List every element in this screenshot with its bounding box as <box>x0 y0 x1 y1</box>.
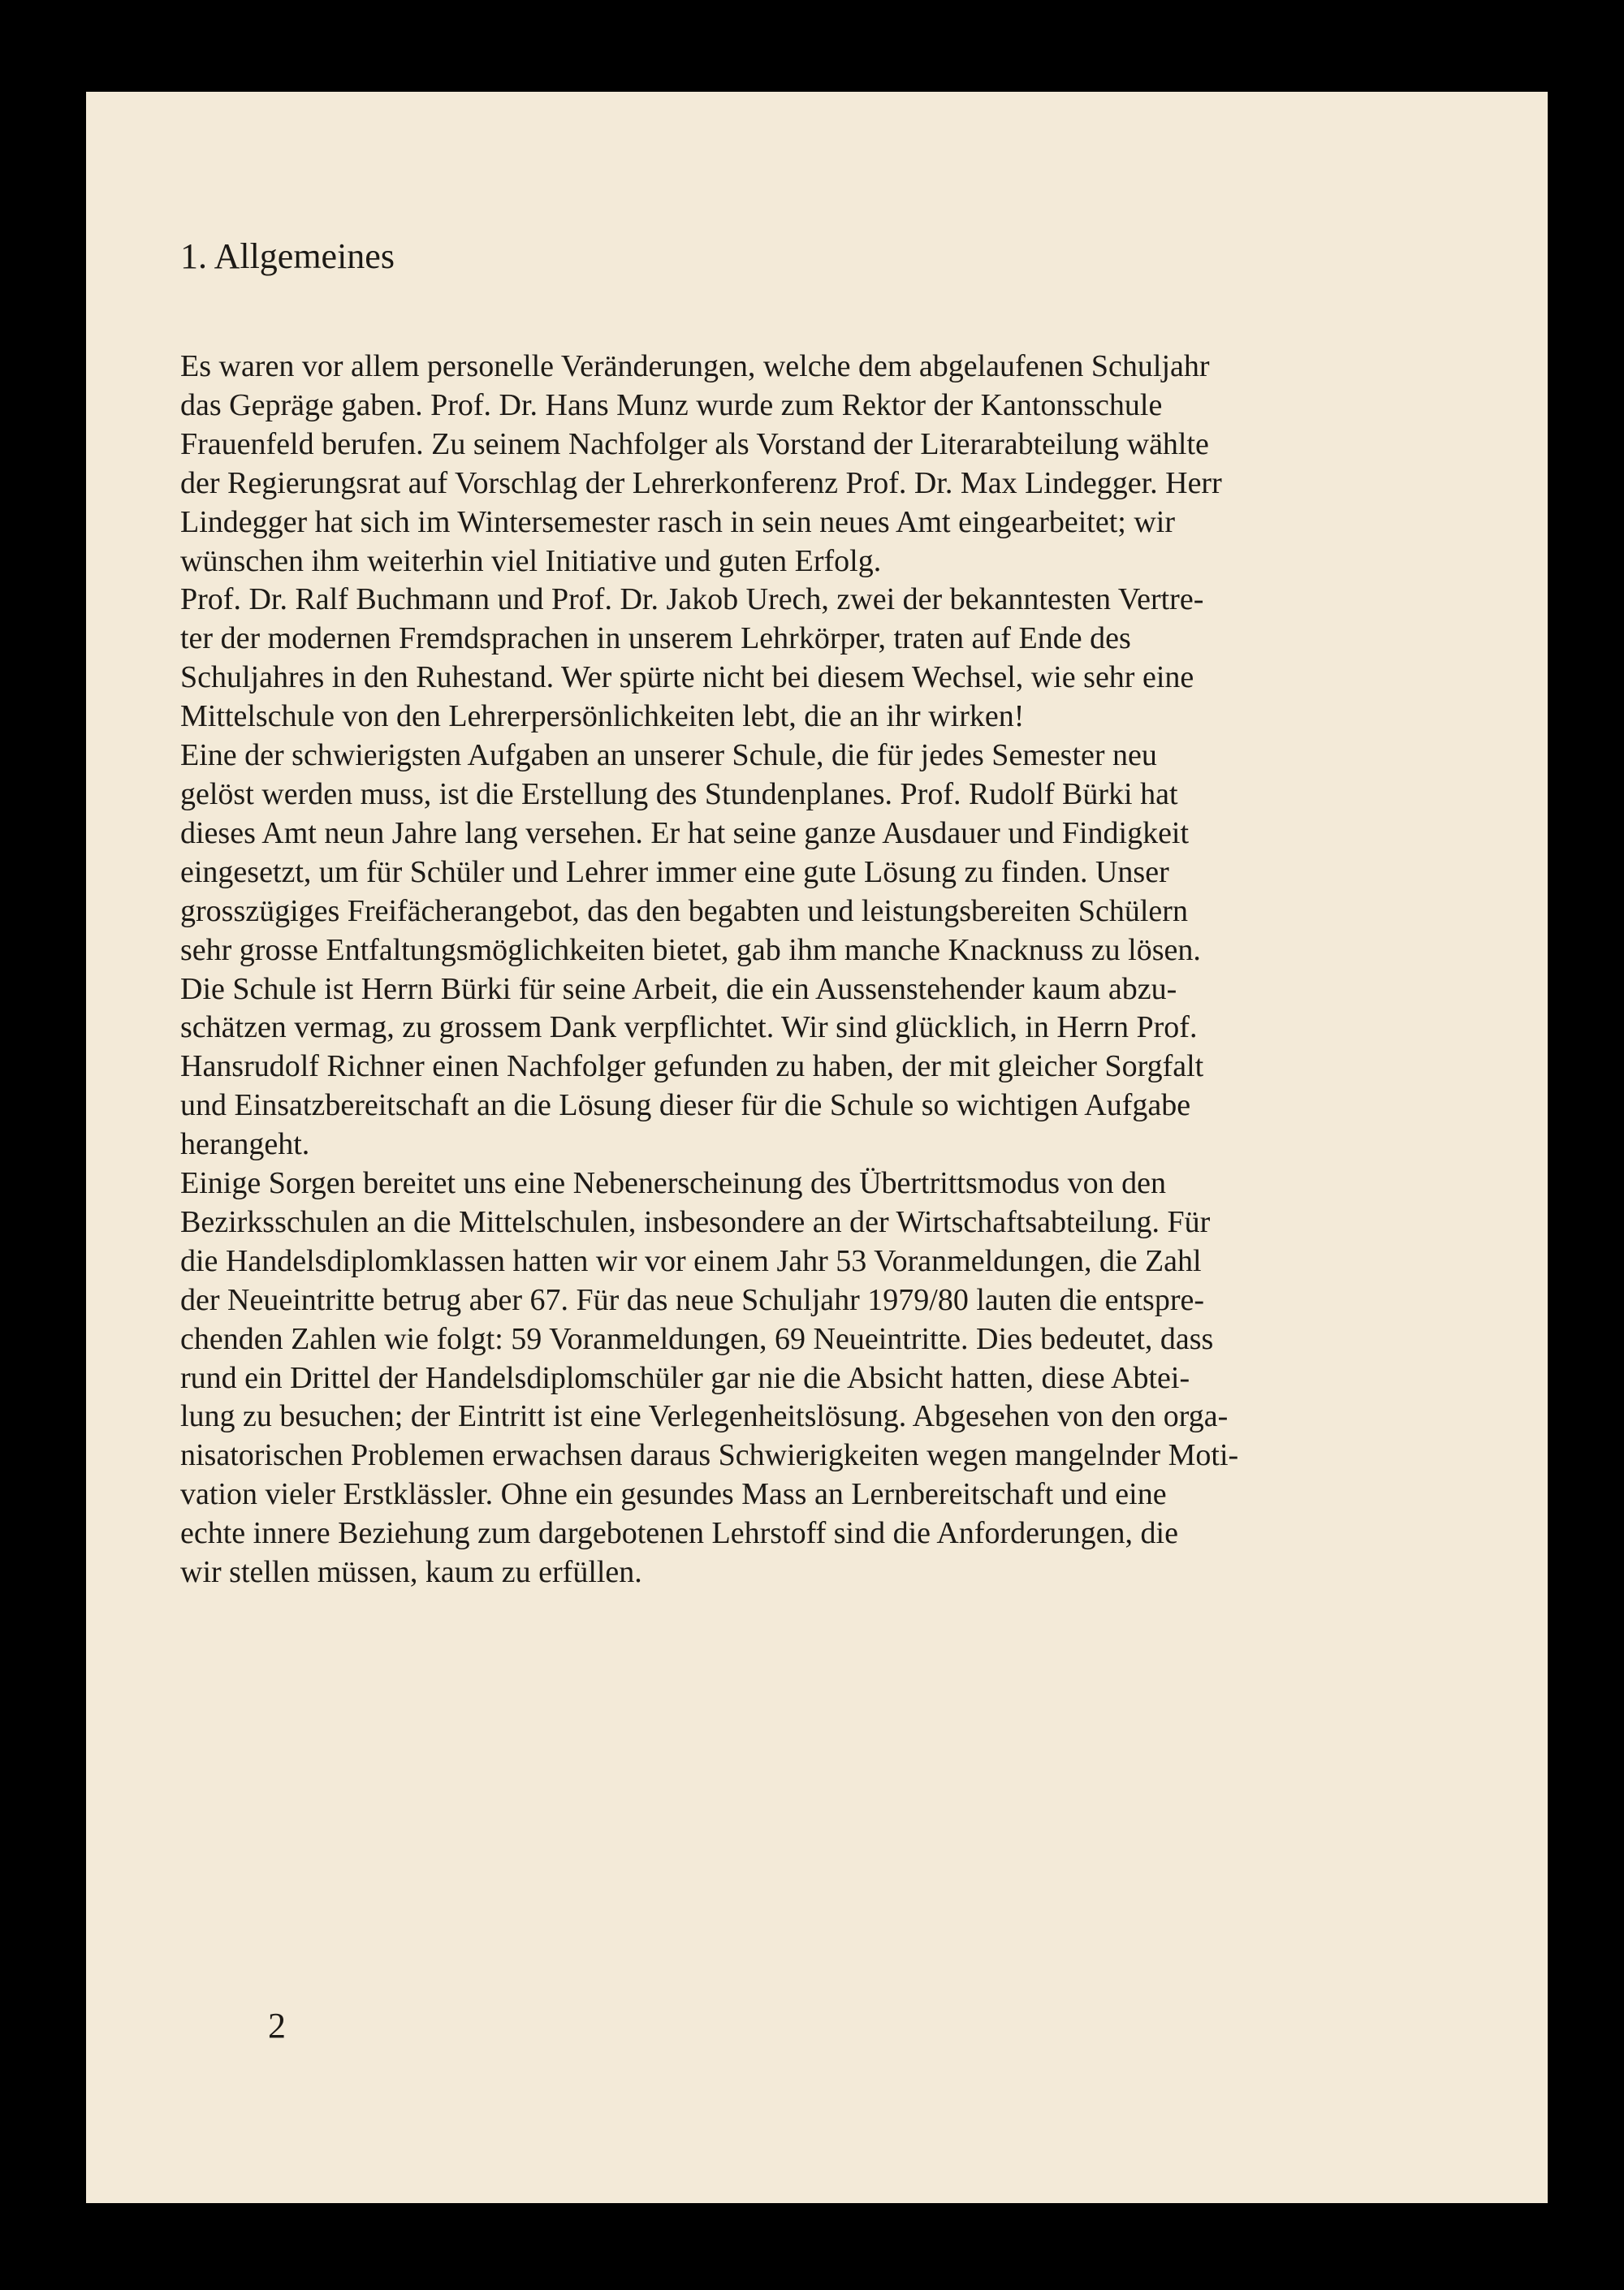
text-line: Bezirksschulen an die Mittelschulen, insbesondere an der Wirtschaftsabteilung. Für <box>180 1204 1211 1239</box>
text-line: herangeht. <box>180 1127 310 1162</box>
text-line: Schuljahres in den Ruhestand. Wer spürte nicht bei diesem Wechsel, wie sehr eine <box>180 660 1194 695</box>
text-line: Die Schule ist Herrn Bürki für seine Arbeit, die ein Aussenstehender kaum abzu- <box>180 971 1177 1006</box>
section-heading: 1. Allgemeines <box>180 236 395 276</box>
text-line: und Einsatzbereitschaft an die Lösung dieser für die Schule so wichtigen Aufgabe <box>180 1088 1191 1123</box>
text-line: lung zu besuchen; der Eintritt ist eine Verlegenheitslösung. Abgesehen von den orga- <box>180 1399 1229 1434</box>
text-line: wir stellen müssen, kaum zu erfüllen. <box>180 1555 642 1590</box>
text-line: Frauenfeld berufen. Zu seinem Nachfolger als Vorstand der Literarabteilung wählte <box>180 426 1209 461</box>
text-line: sehr grosse Entfaltungsmöglichkeiten bietet, gab ihm manche Knacknuss zu lösen. <box>180 932 1201 967</box>
text-line: Eine der schwierigsten Aufgaben an unserer Schule, die für jedes Semester neu <box>180 738 1157 773</box>
text-line: rund ein Drittel der Handelsdiplomschüler gar nie die Absicht hatten, diese Abtei- <box>180 1360 1190 1395</box>
text-line: wünschen ihm weiterhin viel Initiative und guten Erfolg. <box>180 543 882 578</box>
text-line: der Neueintritte betrug aber 67. Für das neue Schuljahr 1979/80 lauten die entspre- <box>180 1282 1204 1317</box>
text-line: die Handelsdiplomklassen hatten wir vor einem Jahr 53 Voranmeldungen, die Zahl <box>180 1243 1202 1278</box>
text-line: Mittelschule von den Lehrerpersönlichkeiten lebt, die an ihr wirken! <box>180 699 1025 734</box>
text-line: nisatorischen Problemen erwachsen daraus Schwierigkeiten wegen mangelnder Moti- <box>180 1438 1239 1473</box>
text-line: gelöst werden muss, ist die Erstellung des Stundenplanes. Prof. Rudolf Bürki hat <box>180 776 1178 811</box>
body-text <box>180 348 1479 1592</box>
text-line: grosszügiges Freifächerangebot, das den begabten und leistungsbereiten Schülern <box>180 893 1188 928</box>
text-line: Lindegger hat sich im Wintersemester rasch in sein neues Amt eingearbeitet; wir <box>180 504 1175 539</box>
text-line: der Regierungsrat auf Vorschlag der Lehrerkonferenz Prof. Dr. Max Lindegger. Herr <box>180 465 1222 500</box>
text-line: Hansrudolf Richner einen Nachfolger gefunden zu haben, der mit gleicher Sorgfalt <box>180 1049 1204 1084</box>
text-line: echte innere Beziehung zum dargebotenen Lehrstoff sind die Anforderungen, die <box>180 1516 1178 1551</box>
text-line: schätzen vermag, zu grossem Dank verpflichtet. Wir sind glücklich, in Herrn Prof. <box>180 1010 1198 1045</box>
text-line: Es waren vor allem personelle Veränderungen, welche dem abgelaufenen Schuljahr <box>180 349 1210 383</box>
text-line: dieses Amt neun Jahre lang versehen. Er hat seine ganze Ausdauer und Findigkeit <box>180 815 1190 850</box>
text-line: ter der modernen Fremdsprachen in unserem Lehrkörper, traten auf Ende des <box>180 621 1131 656</box>
text-line: vation vieler Erstklässler. Ohne ein gesundes Mass an Lernbereitschaft und eine <box>180 1477 1167 1512</box>
page-number: 2 <box>268 2006 286 2046</box>
text-line: Einige Sorgen bereitet uns eine Nebenerscheinung des Übertrittsmodus von den <box>180 1166 1166 1201</box>
text-line: chenden Zahlen wie folgt: 59 Voranmeldungen, 69 Neueintritte. Dies bedeutet, dass <box>180 1321 1214 1356</box>
text-line: Prof. Dr. Ralf Buchmann und Prof. Dr. Jakob Urech, zwei der bekanntesten Vertre- <box>180 582 1204 617</box>
text-line: das Gepräge gaben. Prof. Dr. Hans Munz wurde zum Rektor der Kantonsschule <box>180 387 1163 422</box>
text-line: eingesetzt, um für Schüler und Lehrer immer eine gute Lösung zu finden. Unser <box>180 854 1169 889</box>
